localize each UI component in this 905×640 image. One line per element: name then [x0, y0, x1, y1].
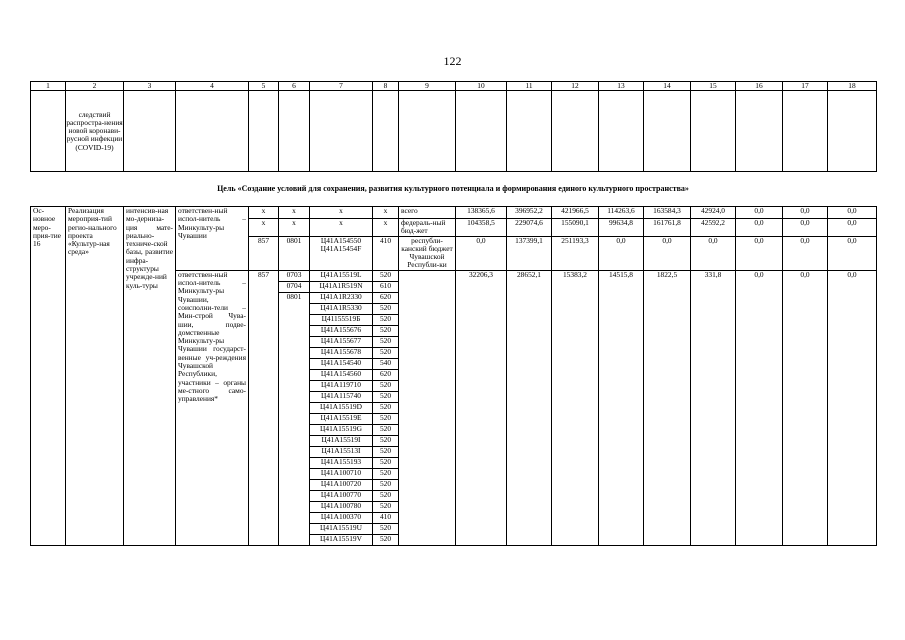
vr-code: x	[383, 206, 388, 215]
value-cell: 0,0	[828, 236, 877, 270]
value-cell: 99634,8	[599, 219, 644, 237]
value-cell: 0,0	[828, 207, 877, 219]
csr-code: Ц41А15454F	[320, 243, 362, 253]
column-number: 5	[249, 82, 279, 91]
csr-code: Ц41А154560	[310, 369, 373, 380]
csr-cell	[310, 219, 373, 237]
csr-code: Ц41А100770	[310, 490, 373, 501]
csr-code: Ц41А155193	[310, 457, 373, 468]
value-cell: 0,0	[644, 236, 691, 270]
value-cell: 28652,1	[507, 270, 552, 545]
grbs-cell: x	[249, 207, 279, 219]
vr-code: 520	[373, 391, 399, 402]
column-number: 8	[373, 82, 399, 91]
funding-source: республи-канский бюджет Чувашской Республи-ки	[399, 236, 456, 270]
column-number: 16	[736, 82, 783, 91]
value-cell: 0,0	[783, 270, 828, 545]
column-number: 9	[399, 82, 456, 91]
funding-source: всего	[399, 207, 456, 219]
vr-code: 610	[373, 281, 399, 292]
vr-code: 520	[373, 413, 399, 424]
value-cell: 0,0	[736, 236, 783, 270]
value-cell: 421966,5	[552, 207, 599, 219]
value-cell: 32206,3	[456, 270, 507, 545]
rzpr-cell: 0801	[279, 236, 310, 270]
csr-code: Ц41А15519U	[310, 523, 373, 534]
column-number: 12	[552, 82, 599, 91]
value-cell: 0,0	[783, 236, 828, 270]
value-cell: 14515,8	[599, 270, 644, 545]
csr-code: Ц41А15519L	[310, 270, 373, 281]
value-cell: 161761,8	[644, 219, 691, 237]
column-number: 2	[66, 82, 124, 91]
column-number: 4	[176, 82, 249, 91]
column-number: 15	[691, 82, 736, 91]
value-cell: 155090,1	[552, 219, 599, 237]
csr-code: x	[339, 206, 343, 215]
column-number: 13	[599, 82, 644, 91]
value-cell: 163584,3	[644, 207, 691, 219]
funding-source	[399, 270, 456, 545]
column-number: 14	[644, 82, 691, 91]
csr-code: Ц41А15519G	[310, 424, 373, 435]
csr-code: Ц41А1R519N	[310, 281, 373, 292]
vr-code: 520	[373, 336, 399, 347]
value-cell: 0,0	[783, 219, 828, 237]
value-cell: 0,0	[691, 236, 736, 270]
vr-code: 410	[373, 512, 399, 523]
csr-code: Ц41А15513I	[310, 446, 373, 457]
vr-code: 520	[373, 490, 399, 501]
vr-code: 520	[373, 468, 399, 479]
executor-cell: ответствен-ный испол-нитель – Минкульту-ры Чувашии	[176, 207, 249, 271]
column-number: 17	[783, 82, 828, 91]
value-cell: 396952,2	[507, 207, 552, 219]
vr-code: 520	[373, 270, 399, 281]
vr-code: 520	[373, 446, 399, 457]
grbs-cell: 857	[249, 236, 279, 270]
value-cell: 42924,0	[691, 207, 736, 219]
csr-code: Ц41А1R2330	[310, 292, 373, 303]
value-cell: 251193,3	[552, 236, 599, 270]
csr-code: Ц41А100720	[310, 479, 373, 490]
value-cell: 138365,6	[456, 207, 507, 219]
vr-code: 520	[373, 457, 399, 468]
value-cell: 0,0	[736, 219, 783, 237]
csr-code: Ц41А15519I	[310, 435, 373, 446]
value-cell: 104358,5	[456, 219, 507, 237]
activity-table	[30, 206, 877, 546]
csr-code: Ц41А15519E	[310, 413, 373, 424]
value-cell: 0,0	[783, 207, 828, 219]
activity-title: Реализация мероприя-тий регио-нального проекта «Культур-ная среда»	[66, 207, 124, 546]
executor-cell: ответствен-ный испол-нитель – Минкульту-ры Чувашии, соисполни-тели – Мин-строй Чува-шии, подве-домственные Минкульту-ры Чувашии государст-венные уч-реждения Чувашской Республики, участники – органы ме-стного само-управления*	[176, 270, 249, 545]
vr-code: 620	[373, 369, 399, 380]
csr-code: Ц41А15519V	[310, 534, 373, 545]
vr-cell	[373, 236, 399, 270]
vr-cell	[373, 207, 399, 219]
funding-source: федераль-ный бюд-жет	[399, 219, 456, 237]
csr-code: Ц41А1R5330	[310, 303, 373, 314]
csr-code: Ц41А15519D	[310, 402, 373, 413]
rzpr-cell: x	[279, 207, 310, 219]
csr-code: Ц41А154540	[310, 358, 373, 369]
csr-code: Ц41А155676	[310, 325, 373, 336]
value-cell: 0,0	[736, 207, 783, 219]
column-number: 10	[456, 82, 507, 91]
value-cell: 331,8	[691, 270, 736, 545]
vr-code: 540	[373, 358, 399, 369]
value-cell: 114263,6	[599, 207, 644, 219]
vr-code: 520	[373, 424, 399, 435]
vr-code: 620	[373, 292, 399, 303]
value-cell: 137399,1	[507, 236, 552, 270]
csr-code: Ц41А100370	[310, 512, 373, 523]
vr-code: 520	[373, 402, 399, 413]
rzpr-cell: 0703	[279, 270, 310, 281]
value-cell: 0,0	[456, 236, 507, 270]
grbs-cell: 857	[249, 270, 279, 545]
csr-code: Ц41А154550	[320, 236, 362, 245]
rzpr-cell: 0801	[279, 292, 310, 545]
csr-code: Ц41А100780	[310, 501, 373, 512]
csr-code: x	[339, 218, 343, 227]
csr-cell	[310, 236, 373, 270]
value-cell: 0,0	[828, 270, 877, 545]
csr-code: Ц41А119710	[310, 380, 373, 391]
continuation-text: следствий распростра-нения новой коронави-русной инфекции (COVID-19)	[66, 91, 124, 172]
vr-code: 520	[373, 534, 399, 545]
value-cell: 1822,5	[644, 270, 691, 545]
value-cell: 229074,6	[507, 219, 552, 237]
vr-code: 520	[373, 314, 399, 325]
vr-code: 520	[373, 303, 399, 314]
csr-code: Ц41А155677	[310, 336, 373, 347]
vr-code: 410	[379, 236, 392, 245]
csr-cell	[310, 207, 373, 219]
column-number: 7	[310, 82, 373, 91]
value-cell: 42592,2	[691, 219, 736, 237]
activity-number: Ос-новное меро-прия-тие 16	[31, 207, 66, 546]
column-number: 18	[828, 82, 877, 91]
activity-task: интенсив-ная мо-дерниза-ция мате-риально-техниче-ской базы, развитие инфра-структуры учрежде-ний куль-туры	[124, 207, 176, 546]
value-cell: 0,0	[736, 270, 783, 545]
value-cell: 15383,2	[552, 270, 599, 545]
column-number: 1	[31, 82, 66, 91]
column-number: 6	[279, 82, 310, 91]
csr-code: Ц41А115740	[310, 391, 373, 402]
csr-code: Ц41А100710	[310, 468, 373, 479]
rzpr-cell: 0704	[279, 281, 310, 292]
rzpr-cell: x	[279, 219, 310, 237]
vr-code: 520	[373, 501, 399, 512]
table-row	[31, 207, 877, 219]
value-cell: 0,0	[599, 236, 644, 270]
page-number: 122	[443, 54, 462, 68]
vr-code: 520	[373, 479, 399, 490]
continuation-row	[31, 91, 877, 172]
vr-code: 520	[373, 380, 399, 391]
column-number: 11	[507, 82, 552, 91]
vr-code: x	[383, 218, 388, 227]
csr-code: Ц41155519Б	[310, 314, 373, 325]
vr-code: 520	[373, 325, 399, 336]
column-number-row	[31, 82, 877, 91]
csr-code: Ц41А155678	[310, 347, 373, 358]
goal-heading: Цель «Создание условий для сохранения, развития культурного потенциала и формирования единого культурного пространства»	[217, 184, 689, 193]
vr-code	[375, 245, 396, 253]
vr-cell	[373, 219, 399, 237]
vr-code: 520	[373, 347, 399, 358]
header-table	[30, 81, 877, 172]
grbs-cell: x	[249, 219, 279, 237]
vr-code: 520	[373, 523, 399, 534]
vr-code: 520	[373, 435, 399, 446]
column-number: 3	[124, 82, 176, 91]
value-cell: 0,0	[828, 219, 877, 237]
